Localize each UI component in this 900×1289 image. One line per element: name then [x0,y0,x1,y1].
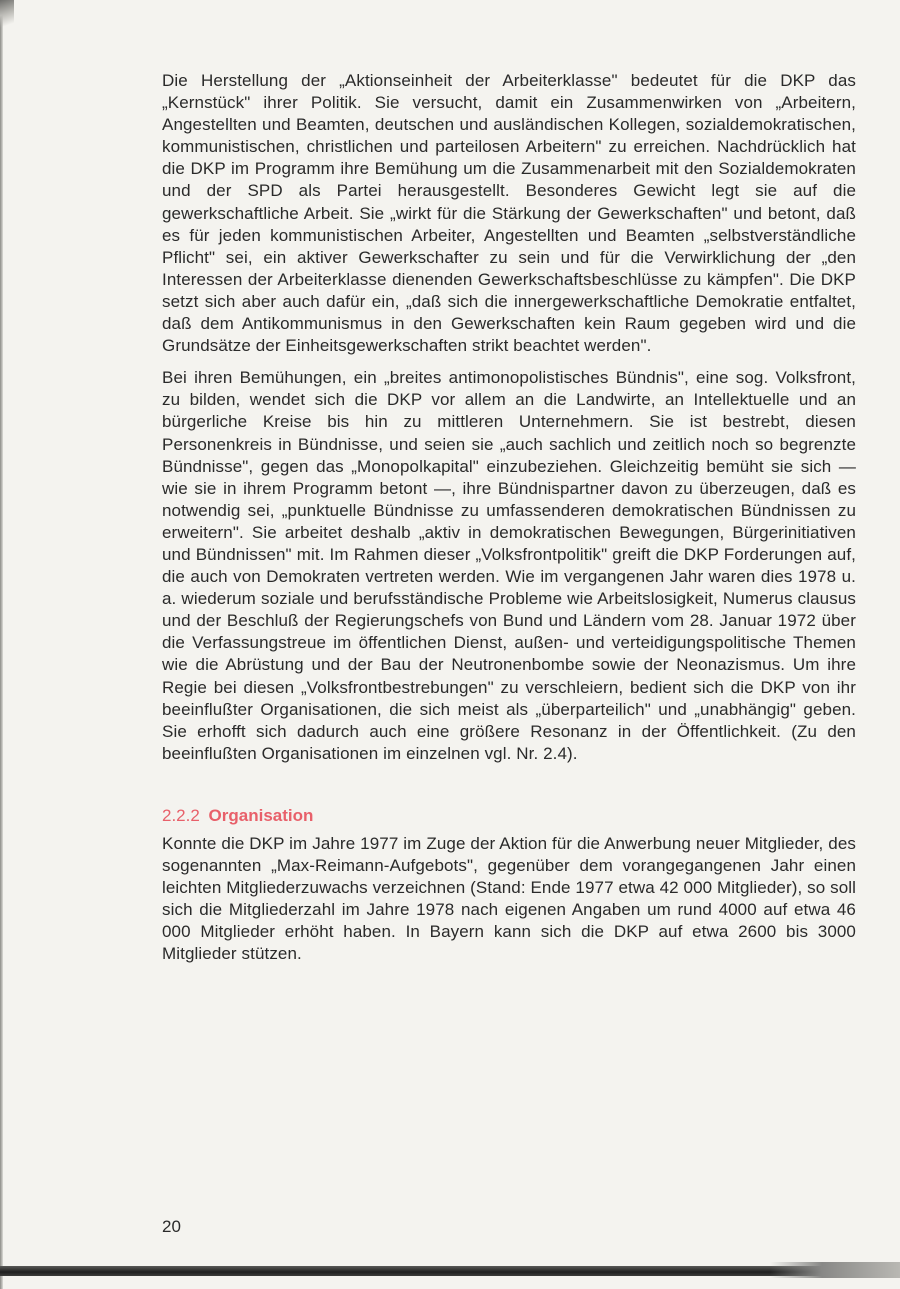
scan-corner-mark [0,0,14,30]
page-left-edge [0,0,3,1289]
paragraph-aktionseinheit: Die Herstellung der „Aktionseinheit der Arbeiterklasse" bedeutet für die DKP das „Kernstück" ihrer Politik. Sie versucht, damit ein Zusammenwirken von „Arbeitern, Angestellten und Beamten, deutschen und ausländischen Kollegen, sozialdemokratischen, kommunistischen, christlichen und parteilosen Arbeitern" zu erreichen. Nachdrücklich hat die DKP im Programm ihre Bemühung um die Zusammenarbeit mit den Sozialdemokraten und der SPD als Partei herausgestellt. Besonderes Gewicht legt sie auf die gewerkschaftliche Arbeit. Sie „wirkt für die Stärkung der Gewerkschaften" und betont, daß es für jeden kommunistischen Arbeiter, Angestellten und Beamten „selbstverständliche Pflicht" sei, ein aktiver Gewerkschafter zu sein und für die Verwirklichung der „den Interessen der Arbeiterklasse dienenden Gewerkschaftsbeschlüsse zu kämpfen". Die DKP setzt sich aber auch dafür ein, „daß sich die innergewerkschaftliche Demokratie entfaltet, daß dem Antikommunismus in den Gewerkschaften kein Raum gegeben wird und die Grundsätze der Einheitsgewerkschaften strikt beachtet werden". [162,71,856,356]
section-heading-organisation [162,805,856,827]
bottom-scan-edge-fade [770,1262,900,1278]
paragraph-organisation: Konnte die DKP im Jahre 1977 im Zuge der Aktion für die Anwerbung neuer Mitglieder, des sogenannten „Max-Reimann-Aufgebots", gegenüber dem vorangegangenen Jahr einen leichten Mitgliederzuwachs verzeichnen (Stand: Ende 1977 etwa 42 000 Mitglieder), so soll sich die Mitgliederzahl im Jahre 1978 nach eigenen Angaben um rund 4000 auf etwa 46 000 Mitglieder erhöht haben. In Bayern kann sich die DKP auf etwa 2600 bis 3000 Mitglieder stützen. [162,833,857,964]
bottom-scan-edge [0,1266,900,1276]
section-number: 2.2.2 [162,805,200,825]
paragraph-volksfront: Bei ihren Bemühungen, ein „breites antimonopolistisches Bündnis", eine sog. Volksfront, zu bilden, wendet sich die DKP vor allem an die Landwirte, an Intellektuelle und an bürgerliche Kreise bis hin zu mittleren Unternehmern. Sie ist bestrebt, diesen Personenkreis in Bündnisse, und seien sie „auch sachlich und zeitlich noch so begrenzte Bündnisse", gegen das „Monopolkapital" einzubeziehen. Gleichzeitig bemüht sie sich — wie sie in ihrem Programm betont —, ihre Bündnispartner davon zu überzeugen, daß es notwendig sei, „punktuelle Bündnisse zu umfassenderen demokratischen Bündnissen zu erweitern". Sie arbeitet deshalb „aktiv in demokratischen Bewegungen, Bürgerinitiativen und Bündnissen" mit. Im Rahmen dieser „Volksfrontpolitik" greift die DKP Forderungen auf, die auch von Demokraten vertreten werden. Wie im vergangenen Jahr waren dies 1978 u. a. wiederum soziale und berufsständische Probleme wie Arbeitslosigkeit, Numerus clausus und der Beschluß der Regierungschefs von Bund und Ländern vom 28. Januar 1972 über die Verfassungstreue im öffentlichen Dienst, außen- und verteidigungspolitische Themen wie die Abrüstung und der Bau der Neutronenbombe sowie der Neonazismus. Um ihre Regie bei diesen „Volksfrontbestrebungen" zu verschleiern, bedient sich die DKP von ihr beeinflußter Organisationen, die sich meist als „überparteilich" und „unabhängig" geben. Sie erhofft sich dadurch auch eine größere Resonanz in der Öffentlichkeit. (Zu den beeinflußten Organisationen im einzelnen vgl. Nr. 2.4). [162,368,856,763]
section-title: Organisation [208,805,314,825]
body-text [162,70,856,965]
page-number: 20 [162,1217,181,1236]
